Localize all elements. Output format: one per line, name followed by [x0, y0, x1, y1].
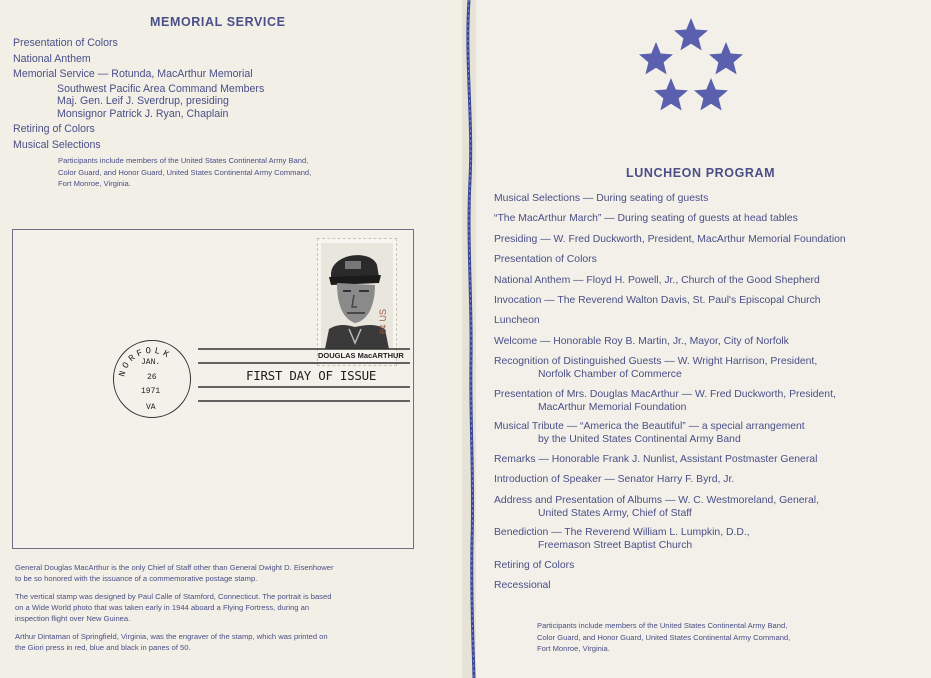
paragraph-line: the Giori press in red, blue and black in panes of 50.: [15, 643, 191, 652]
paragraph-line: Arthur Dintaman of Springfield, Virginia, was the engraver of the stamp, which was printed on: [15, 632, 328, 641]
five-stars-icon: [636, 18, 746, 118]
luncheon-item-line: Musical Tribute — “America the Beautiful” — a special arrangement: [494, 421, 805, 432]
luncheon-item-line: Introduction of Speaker — Senator Harry F. Byrd, Jr.: [494, 474, 735, 485]
paragraph-line: on a Wide World photo that was taken early in 1944 aboard a Flying Fortress, during an: [15, 603, 310, 612]
paragraph-line: General Douglas MacArthur is the only Chief of Staff other than General Dwight D. Eisenhower: [15, 563, 334, 572]
luncheon-item: [494, 454, 817, 467]
luncheon-item: [494, 234, 846, 247]
luncheon-item-line: Presentation of Mrs. Douglas MacArthur — W. Fred Duckworth, President,: [494, 389, 836, 400]
luncheon-item: [494, 356, 817, 381]
luncheon-item-line: Presentation of Colors: [494, 254, 597, 265]
luncheon-item-line: Presiding — W. Fred Duckworth, President, MacArthur Memorial Foundation: [494, 234, 846, 245]
memorial-participants: [58, 155, 438, 190]
participants-line: Fort Monroe, Virginia.: [537, 644, 610, 653]
luncheon-item: [494, 295, 821, 308]
luncheon-item: [494, 254, 597, 267]
luncheon-item: [494, 560, 574, 573]
luncheon-item-continuation: Freemason Street Baptist Church: [538, 539, 693, 551]
luncheon-item-line: “The MacArthur March” — During seating of guests at head tables: [494, 213, 798, 224]
luncheon-item-line: Retiring of Colors: [494, 560, 575, 571]
luncheon-item-line: Benediction — The Reverend William L. Lumpkin, D.D.,: [494, 527, 750, 538]
paragraph-line: to be so honored with the issuance of a commemorative postage stamp.: [15, 574, 258, 583]
luncheon-item-line: Luncheon: [494, 315, 540, 326]
postmark-state: VA: [146, 403, 156, 412]
paragraph-line: The vertical stamp was designed by Paul Calle of Stamford, Connecticut. The portrait is based: [15, 592, 332, 601]
cover-paragraph: [15, 591, 415, 624]
memorial-program: [13, 36, 264, 153]
luncheon-item: [494, 421, 805, 446]
luncheon-item-line: Recessional: [494, 580, 551, 591]
luncheon-item-line: Welcome — Honorable Roy B. Martin, Jr., Mayor, City of Norfolk: [494, 336, 789, 347]
program-subitem: Monsignor Patrick J. Ryan, Chaplain: [57, 107, 229, 120]
luncheon-item: [494, 389, 836, 414]
luncheon-item-line: National Anthem — Floyd H. Powell, Jr., Church of the Good Shepherd: [494, 275, 820, 286]
luncheon-item-line: Invocation — The Reverend Walton Davis, St. Paul's Episcopal Church: [494, 295, 821, 306]
luncheon-item: [494, 193, 708, 206]
luncheon-item-line: Remarks — Honorable Frank J. Nunlist, Assistant Postmaster General: [494, 454, 818, 465]
program-item: Presentation of Colors: [13, 37, 118, 49]
binding-cord: [462, 0, 476, 678]
program-item: Retiring of Colors: [13, 123, 95, 136]
stamp-denomination: 6¢ US: [378, 309, 388, 335]
luncheon-item: [494, 527, 750, 552]
program-item: National Anthem: [13, 52, 91, 65]
luncheon-item: [494, 213, 798, 226]
luncheon-item-continuation: United States Army, Chief of Staff: [538, 507, 692, 519]
memorial-title: MEMORIAL SERVICE: [150, 15, 286, 29]
luncheon-item: [494, 495, 819, 520]
postmark-city: NORFOLK: [117, 345, 174, 378]
luncheon-item: [494, 275, 820, 288]
participants-line: Color Guard, and Honor Guard, United States Continental Army Command,: [58, 167, 312, 177]
program-subitem: Southwest Pacific Area Command Members: [57, 82, 265, 95]
luncheon-item-line: Musical Selections — During seating of guests: [494, 193, 709, 204]
luncheon-participants: [537, 620, 917, 655]
participants-line: Participants include members of the United States Continental Army Band,: [58, 156, 309, 165]
luncheon-item-line: Address and Presentation of Albums — W. C. Westmoreland, General,: [494, 495, 819, 506]
luncheon-item-continuation: Norfolk Chamber of Commerce: [538, 368, 682, 380]
stamp-name: DOUGLAS MacARTHUR: [318, 351, 404, 360]
luncheon-title: LUNCHEON PROGRAM: [626, 166, 776, 180]
postmark-circle: [113, 340, 191, 418]
program-item: Memorial Service — Rotunda, MacArthur Memorial: [13, 68, 253, 80]
program-subitem: Maj. Gen. Leif J. Sverdrup, presiding: [57, 95, 229, 108]
luncheon-item: [494, 580, 551, 593]
first-day-of-issue-text: FIRST DAY OF ISSUE: [246, 368, 377, 383]
paragraph-line: inspection flight over New Guinea.: [15, 614, 131, 623]
luncheon-item: [494, 336, 789, 349]
cover-paragraph: [15, 631, 415, 653]
luncheon-item: [494, 474, 734, 487]
luncheon-item-continuation: by the United States Continental Army Band: [538, 433, 741, 445]
postmark-year: 1971: [141, 387, 161, 396]
program-item: Musical Selections: [13, 138, 101, 151]
participants-line: Color Guard, and Honor Guard, United States Continental Army Command,: [537, 632, 791, 642]
cover-paragraph: [15, 562, 415, 584]
luncheon-item-continuation: MacArthur Memorial Foundation: [538, 401, 687, 413]
postmark-month: JAN.: [141, 358, 161, 367]
postmark-day: 26: [147, 373, 157, 382]
participants-line: Participants include members of the United States Continental Army Band,: [537, 621, 788, 630]
luncheon-item: [494, 315, 540, 328]
luncheon-item-line: Recognition of Distinguished Guests — W. Wright Harrison, President,: [494, 356, 818, 367]
participants-line: Fort Monroe, Virginia.: [58, 179, 131, 188]
